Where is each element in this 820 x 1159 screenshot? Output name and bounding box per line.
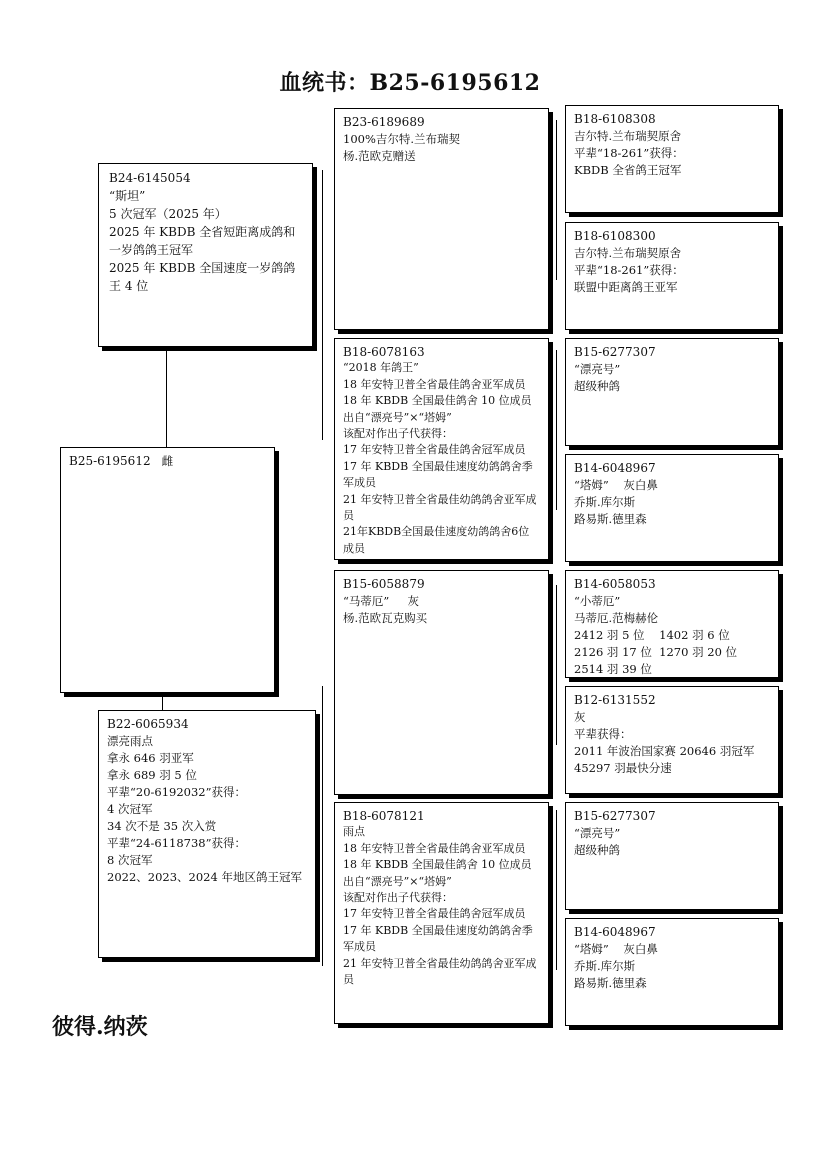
sire-line: “斯坦” [109,189,146,203]
ddd-line: “塔姆” 灰白鼻 [574,942,658,956]
ssd-id: B18-6108300 [574,229,656,243]
dds-line: “漂亮号” [574,826,621,840]
dam-line: 2022、2023、2024 年地区鸽王冠军 [107,870,302,884]
dam-line: 8 次冠军 [107,853,153,867]
sd-line: 17 年 KBDB 全国最佳速度幼鸽鸽舍季军成员 [343,459,533,490]
connector [322,170,323,440]
gg-box-ddd [565,918,779,1026]
sire-line: 2025 年 KBDB 全省短距离成鸽和一岁鸽鸽王冠军 [109,225,296,257]
gg-box-sdd [565,454,779,562]
sire-dam-box [334,338,549,560]
dam-dam-box [334,802,549,1024]
sd-line: 17 年安特卫普全省最佳鸽舍冠军成员 [343,443,526,457]
sds-id: B15-6277307 [574,345,656,359]
connector [162,692,163,710]
sdd-line: 乔斯.库尔斯 [574,495,636,509]
sss-line: 吉尔特.兰布瑞契原舍 [574,129,682,143]
dam-line: 平辈“20-6192032”获得： [107,785,246,799]
sire-id: B24-6145054 [109,171,191,185]
sds-line: “漂亮号” [574,362,621,376]
subject-sex: 雌 [161,454,174,468]
dam-line: 拿永 689 羽 5 位 [107,768,197,782]
sds-line: 超级种鸽 [574,379,620,393]
sd-line: 21 年安特卫普全省最佳幼鸽鸽舍亚军成员 [343,492,537,523]
connector [556,350,557,510]
gg-box-sds [565,338,779,446]
sire-sire-box [334,108,549,330]
sd-line: 21年KBDB全国最佳速度幼鸽鸽舍6位成员 [343,525,530,555]
dss-line: 马蒂厄.范梅赫伦 [574,611,659,625]
sd-line: 18 年 KBDB 全国最佳鸽舍 10 位成员 [343,394,532,408]
ssd-line: 吉尔特.兰布瑞契原舍 [574,246,682,260]
sd-line: 出自“漂亮号”×“塔姆” [343,410,452,424]
dd-line: 18 年安特卫普全省最佳鸽舍亚军成员 [343,841,526,855]
sd-line: “2018 年鸽王” [343,361,419,375]
dsd-line: 灰 [574,710,586,724]
ds-line: “马蒂厄” 灰 [343,594,420,608]
dam-box [98,710,316,958]
dd-line: 出自“漂亮号”×“塔姆” [343,874,452,888]
dsd-line: 45297 羽最快分速 [574,761,672,775]
dss-line: 2126 羽 17 位 1270 羽 20 位 [574,645,738,659]
ddd-id: B14-6048967 [574,925,656,939]
dd-line: 21 年安特卫普全省最佳幼鸽鸽舍亚军成员 [343,956,537,987]
ddd-line: 路易斯.德里森 [574,976,647,990]
dam-line: 4 次冠军 [107,802,153,816]
gg-box-dds [565,802,779,910]
ds-line: 杨.范欧瓦克购买 [343,611,428,625]
sd-line: 该配对作出子代获得： [343,427,453,441]
dd-line: 雨点 [343,825,365,839]
dd-line: 18 年 KBDB 全国最佳鸽舍 10 位成员 [343,858,532,872]
sdd-line: 路易斯.德里森 [574,512,647,526]
subject-box [60,447,275,693]
dam-line: 平辈“24-6118738”获得： [107,836,246,850]
dam-line: 漂亮雨点 [107,734,153,748]
dss-line: “小蒂厄” [574,594,621,608]
dds-id: B15-6277307 [574,809,656,823]
connector [166,346,167,448]
sire-line: 2025 年 KBDB 全国速度一岁鸽鸽王 4 位 [109,261,296,293]
connector [322,686,323,966]
dam-sire-box [334,570,549,795]
connector [556,810,557,970]
sss-line: KBDB 全省鸽王冠军 [574,163,682,177]
gg-box-ssd [565,222,779,330]
ssd-line: 平辈“18-261”获得： [574,263,684,277]
dd-id: B18-6078121 [343,809,425,823]
connector [556,120,557,280]
dss-line: 2412 羽 5 位 1402 羽 6 位 [574,628,730,642]
dd-line: 该配对作出子代获得： [343,891,453,905]
sdd-line: “塔姆” 灰白鼻 [574,478,658,492]
dds-line: 超级种鸽 [574,843,620,857]
dd-line: 17 年安特卫普全省最佳鸽舍冠军成员 [343,907,526,921]
dss-id: B14-6058053 [574,577,656,591]
ss-id: B23-6189689 [343,115,425,129]
dsd-line: 平辈获得： [574,727,632,741]
ssd-line: 联盟中距离鸽王亚军 [574,280,678,294]
ddd-line: 乔斯.库尔斯 [574,959,636,973]
sdd-id: B14-6048967 [574,461,656,475]
dam-id: B22-6065934 [107,717,189,731]
dsd-id: B12-6131552 [574,693,656,707]
dam-line: 拿永 646 羽亚军 [107,751,194,765]
sire-line: 5 次冠军（2025 年） [109,207,227,221]
gg-box-sss [565,105,779,213]
ss-line: 100%吉尔特.兰布瑞契 [343,132,461,146]
subject-id: B25-6195612 [69,454,151,468]
owner-name: 彼得.纳茨 [52,1014,148,1040]
dss-line: 2514 羽 39 位 [574,662,652,676]
sss-line: 平辈“18-261”获得： [574,146,684,160]
sss-id: B18-6108308 [574,112,656,126]
sd-line: 18 年安特卫普全省最佳鸽舍亚军成员 [343,377,526,391]
ds-id: B15-6058879 [343,577,425,591]
gg-box-dsd [565,686,779,794]
sd-id: B18-6078163 [343,345,425,359]
ss-line: 杨.范欧克赠送 [343,149,416,163]
dd-line: 17 年 KBDB 全国最佳速度幼鸽鸽舍季军成员 [343,923,533,954]
page-title: 血统书：B25-6195612 [279,70,541,96]
dsd-line: 2011 年波治国家赛 20646 羽冠军 [574,744,755,758]
dam-line: 34 次不是 35 次入赏 [107,819,217,833]
gg-box-dss [565,570,779,678]
connector [556,585,557,745]
sire-box [98,163,313,347]
